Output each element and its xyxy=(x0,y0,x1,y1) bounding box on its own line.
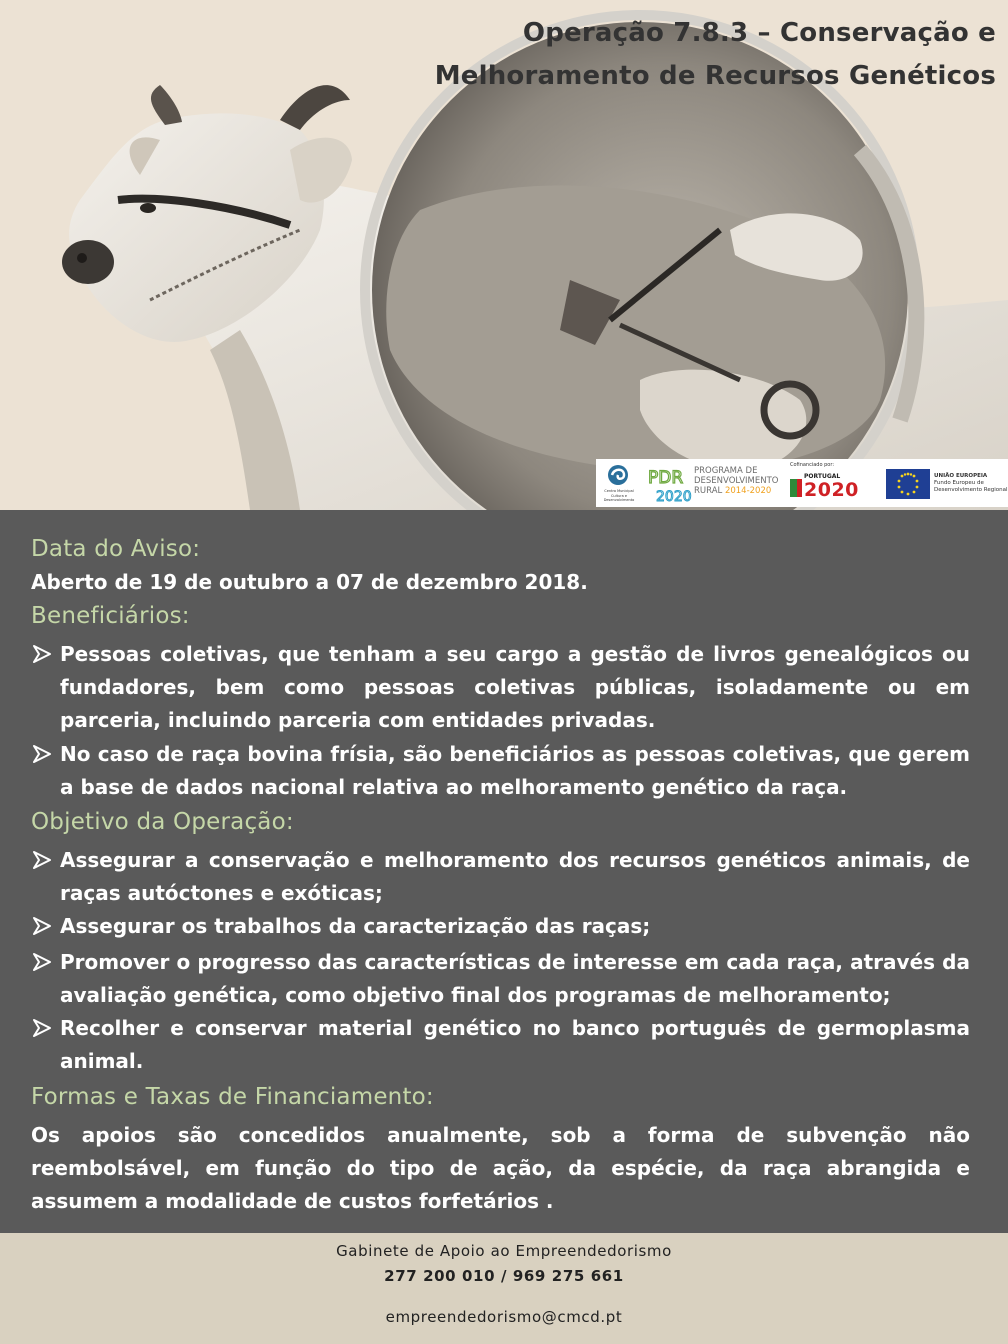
main-content xyxy=(0,510,1008,1233)
title-line-1: Operação 7.8.3 – Conservação e xyxy=(522,18,996,48)
hero-banner xyxy=(0,0,1008,510)
eu-label: UNIÃO EUROPEIA xyxy=(934,473,988,479)
arrow-bullet-icon xyxy=(31,849,53,871)
portugal-label: PORTUGAL xyxy=(804,473,841,480)
list-item xyxy=(31,638,970,737)
footer-email[interactable]: empreendedorismo@cmcd.pt xyxy=(385,1308,623,1326)
title-line-2: Melhoramento de Recursos Genéticos xyxy=(434,61,996,91)
beneficiarios-item-1: Pessoas coletivas, que tenham a seu cargo a gestão de livros genealógicos ou fundadores, bem como pessoas coletivas públicas, isoladamente ou em parceria, incluindo parceria com entidades privadas. xyxy=(60,642,970,732)
eu-feder-logo xyxy=(884,459,1008,507)
list-item xyxy=(31,910,970,943)
pdr2020-logo xyxy=(646,459,786,507)
sponsor-logo-strip xyxy=(596,459,1008,507)
objetivo-item-4: Recolher e conservar material genético no banco português de germoplasma animal. xyxy=(60,1016,970,1073)
financiamento-text: Os apoios são concedidos anualmente, sob a forma de subvenção não reembolsável, em função do tipo de ação, da espécie, da raça abrangida e assumem a modalidade de custos forfetários . xyxy=(31,1123,970,1213)
pdr-line-1: PROGRAMA DE xyxy=(694,466,758,476)
pdr-rural: RURAL xyxy=(694,486,723,496)
heading-beneficiarios: Beneficiários: xyxy=(31,603,190,629)
eu-text xyxy=(934,473,1008,494)
footer-office: Gabinete de Apoio ao Empreendedorismo xyxy=(336,1242,672,1260)
portugal-flag-icon xyxy=(788,477,804,499)
arrow-bullet-icon xyxy=(31,915,53,937)
arrow-bullet-icon xyxy=(31,743,53,765)
page-title xyxy=(356,12,996,98)
eu-fund-label: Fundo Europeu de Desenvolvimento Regional xyxy=(934,480,1008,493)
list-item xyxy=(31,946,970,1012)
arrow-bullet-icon xyxy=(31,643,53,665)
pdr-mark-icon xyxy=(646,459,692,507)
footer-phones: 277 200 010 / 969 275 661 xyxy=(384,1267,624,1285)
eu-flag-icon xyxy=(886,469,930,499)
arrow-bullet-icon xyxy=(31,951,53,973)
list-item xyxy=(31,738,970,804)
contact-footer xyxy=(0,1233,1008,1344)
list-item xyxy=(31,1012,970,1078)
list-item xyxy=(31,844,970,910)
pdr-program-text xyxy=(694,466,784,496)
heading-objetivo: Objetivo da Operação: xyxy=(31,809,294,835)
arrow-bullet-icon xyxy=(31,1017,53,1039)
svg-text:PDR: PDR xyxy=(648,468,684,488)
beneficiarios-item-2: No caso de raça bovina frísia, são beneficiários as pessoas coletivas, que gerem a base de dados nacional relativa ao melhoramento genético da raça. xyxy=(60,742,970,799)
portugal2020-logo xyxy=(788,459,880,507)
portugal-2020-text: 2020 xyxy=(804,479,859,501)
heading-financiamento: Formas e Taxas de Financiamento: xyxy=(31,1084,434,1110)
svg-text:2020: 2020 xyxy=(656,489,692,505)
pdr-line-2: DESENVOLVIMENTO xyxy=(694,476,779,486)
data-aviso-text: Aberto de 19 de outubro a 07 de dezembro 2018. xyxy=(31,570,588,594)
cofinanciado-label: Cofinanciado por: xyxy=(790,462,835,468)
pdr-years: 2014-2020 xyxy=(724,486,772,496)
objetivo-item-1: Assegurar a conservação e melhoramento dos recursos genéticos animais, de raças autóctones e exóticas; xyxy=(60,848,970,905)
pdr-line-3 xyxy=(694,486,784,496)
cmcd-logo xyxy=(596,459,640,507)
objetivo-item-2: Assegurar os trabalhos da caracterização das raças; xyxy=(60,914,651,938)
objetivo-item-3: Promover o progresso das características de interesse em cada raça, através da avaliação genética, como objetivo final dos programas de melhoramento; xyxy=(60,950,970,1007)
heading-data-aviso: Data do Aviso: xyxy=(31,536,201,562)
cmcd-caption: Centro Municipal Cultura e Desenvolvimento xyxy=(603,489,635,502)
